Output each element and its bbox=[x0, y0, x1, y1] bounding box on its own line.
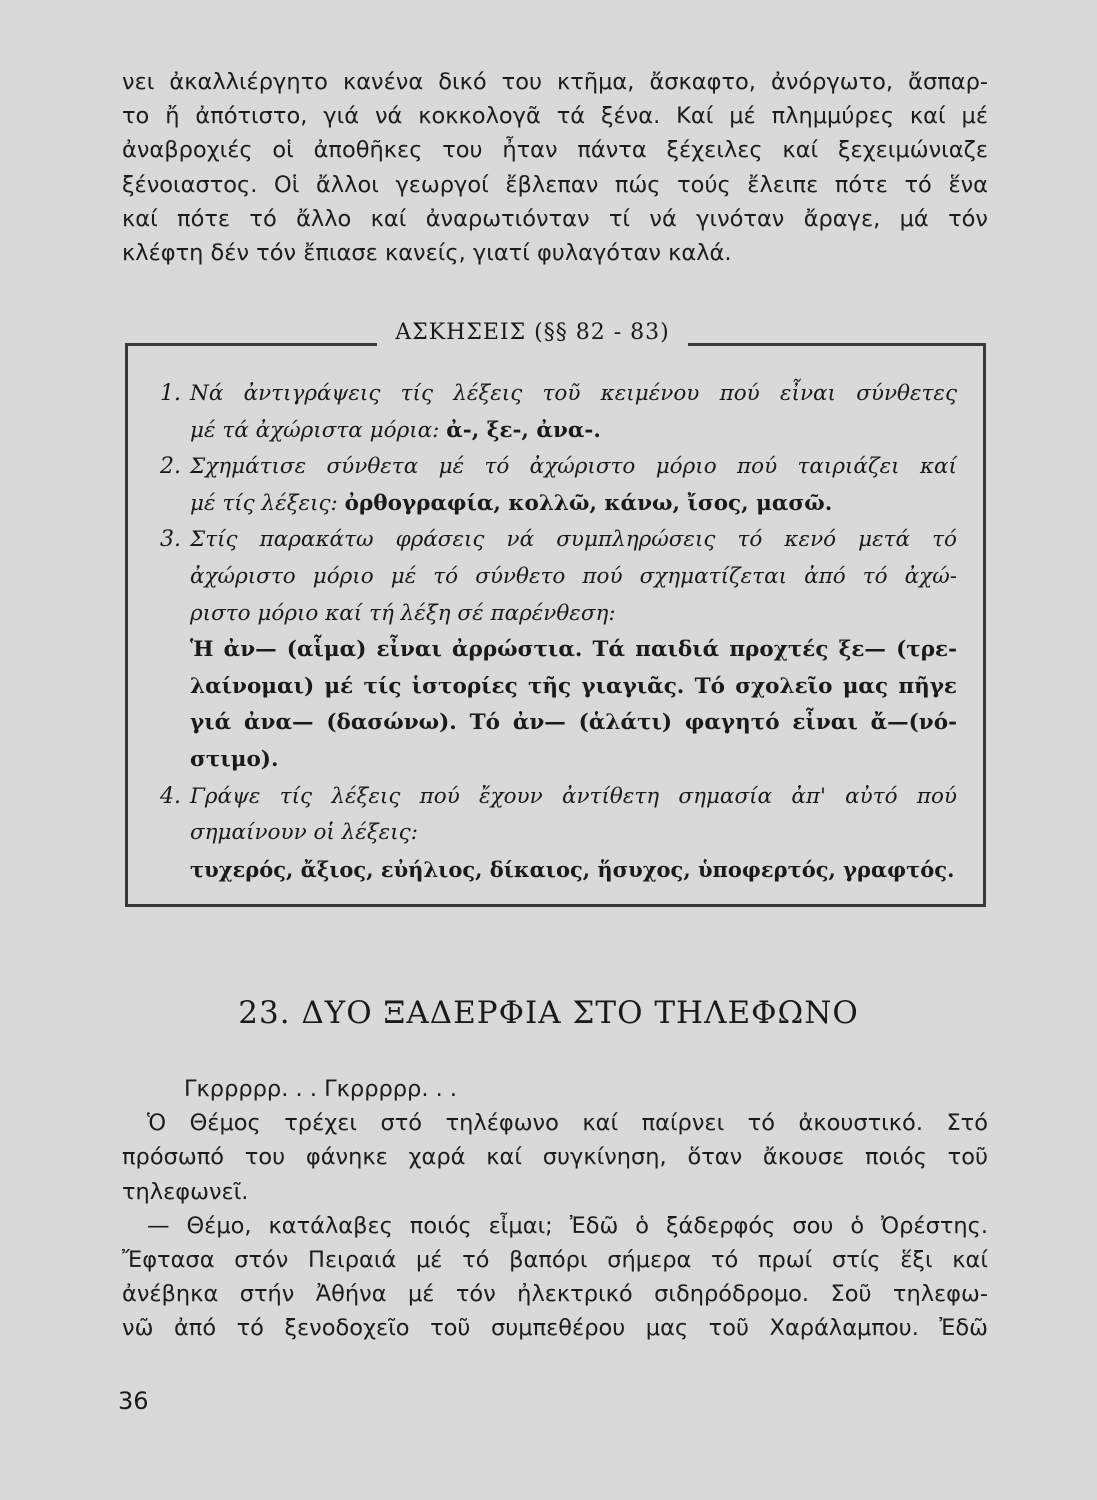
text-line: τηλεφωνεῖ. bbox=[122, 1178, 249, 1205]
exercises-list bbox=[160, 376, 960, 888]
exercises-title: ΑΣΚΗΣΕΙΣ (§§ 82 - 83) bbox=[0, 318, 1097, 348]
exercise-item bbox=[160, 376, 960, 449]
text-line: καί πότε τό ἄλλο καί ἀναρωτιόνταν τί νά γινόταν ἄραγε, μά τόν bbox=[122, 205, 988, 232]
exercise-item bbox=[160, 449, 960, 522]
text-line: νῶ ἀπό τό ξενοδοχεῖο τοῦ συμπεθέρου μας τοῦ Χαράλαμπου. Ἐδῶ bbox=[122, 1315, 988, 1342]
exercise-text: μέ τίς λέξεις: bbox=[190, 490, 338, 516]
exercise-words: ὀρθογραφία, κολλῶ, κάνω, ἴσος, μασῶ. bbox=[344, 490, 833, 516]
exercise-item bbox=[160, 522, 960, 778]
exercise-number: 2. bbox=[160, 454, 181, 480]
exercise-sentence: στιμο). bbox=[190, 746, 279, 772]
exercise-text: ἀχώριστο μόριο μέ τό σύνθετο πού σχηματίζεται ἀπό τό ἀχώ- bbox=[190, 563, 957, 589]
exercise-sentence: λαίνομαι) μέ τίς ἱστορίες τῆς γιαγιᾶς. Τό σχολεῖο μας πῆγε bbox=[190, 673, 957, 699]
text-line: ξένοιαστος. Οἱ ἄλλοι γεωργοί ἔβλεπαν πώς τούς ἔλειπε πότε τό ἕνα bbox=[122, 171, 988, 198]
exercise-text: σημαίνουν οἱ λέξεις: bbox=[190, 820, 418, 846]
chapter-title: 23. ΔΥΟ ΞΑΔΕΡΦΙΑ ΣΤΟ ΤΗΛΕΦΩΝΟ bbox=[238, 995, 859, 1031]
text-line: ἀναβροχιές οἱ ἀποθῆκες του ἦταν πάντα ξέχειλες καί ξεχειμώνιαζε bbox=[122, 137, 988, 164]
text-line: Γκρρρρρ. . . Γκρρρρρ. . . bbox=[184, 1076, 458, 1102]
exercise-number: 1. bbox=[160, 381, 181, 406]
exercise-words: τυχερός, ἄξιος, εὐήλιος, δίκαιος, ἥσυχος, ὑποφερτός, γραφτός. bbox=[190, 856, 955, 882]
exercise-sentence: γιά ἀνα— (δασώνω). Τό ἀν— (ἁλάτι) φαγητό εἶναι ἄ—(νό- bbox=[190, 710, 957, 736]
exercise-number: 4. bbox=[160, 783, 181, 809]
text-line: πρόσωπό του φάνηκε χαρά καί συγκίνηση, ὅταν ἄκουσε ποιός τοῦ bbox=[122, 1144, 988, 1171]
text-line: — Θέμο, κατάλαβες ποιός εἶμαι; Ἐδῶ ὁ ξάδερφός σου ὁ Ὀρέστης. bbox=[147, 1212, 988, 1239]
exercise-text: Σχημάτισε σύνθετα μέ τό ἀχώριστο μόριο πού ταιριάζει καί bbox=[190, 454, 957, 480]
story-paragraph bbox=[122, 1072, 988, 1346]
exercise-sentence: Ἡ ἀν— (αἷμα) εἶναι ἀρρώστια. Τά παιδιά προχτές ξε— (τρε- bbox=[190, 637, 957, 663]
exercise-text: Στίς παρακάτω φράσεις νά συμπληρώσεις τό κενό μετά τό bbox=[190, 527, 957, 553]
exercise-item bbox=[160, 779, 960, 889]
exercise-number: 3. bbox=[160, 527, 181, 553]
exercise-text: Γράψε τίς λέξεις πού ἔχουν ἀντίθετη σημασία ἀπ' αὐτό πού bbox=[190, 783, 957, 809]
text-line: κλέφτη δέν τόν ἔπιασε κανείς, γιατί φυλαγόταν καλά. bbox=[122, 240, 732, 267]
text-line: το ἤ ἀπότιστο, γιά νά κοκκολογᾶ τά ξένα. Καί μέ πλημμύρες καί μέ bbox=[122, 103, 988, 130]
page-number: 36 bbox=[118, 1387, 149, 1415]
intro-paragraph bbox=[122, 65, 988, 270]
exercise-words: ἀ-, ξε-, ἀνα-. bbox=[446, 417, 601, 443]
text-line: νει ἀκαλλιέργητο κανένα δικό του κτῆμα, ἄσκαφτο, ἀνόργωτο, ἄσπαρ- bbox=[122, 69, 988, 95]
exercise-text: Νά ἀντιγράψεις τίς λέξεις τοῦ κειμένου πού εἶναι σύνθετες bbox=[190, 381, 957, 406]
text-line: ἀνέβηκα στήν Ἀθήνα μέ τόν ἠλεκτρικό σιδηρόδρομο. Σοῦ τηλεφω- bbox=[122, 1281, 988, 1308]
text-line: Ἔφτασα στόν Πειραιά μέ τό βαπόρι σήμερα τό πρωί στίς ἕξι καί bbox=[122, 1247, 988, 1274]
exercise-text: ριστο μόριο καί τή λέξη σέ παρένθεση: bbox=[190, 600, 616, 626]
text-line: Ὁ Θέμος τρέχει στό τηλέφωνο καί παίρνει τό ἀκουστικό. Στό bbox=[147, 1110, 988, 1137]
exercise-text: μέ τά ἀχώριστα μόρια: bbox=[190, 417, 440, 443]
